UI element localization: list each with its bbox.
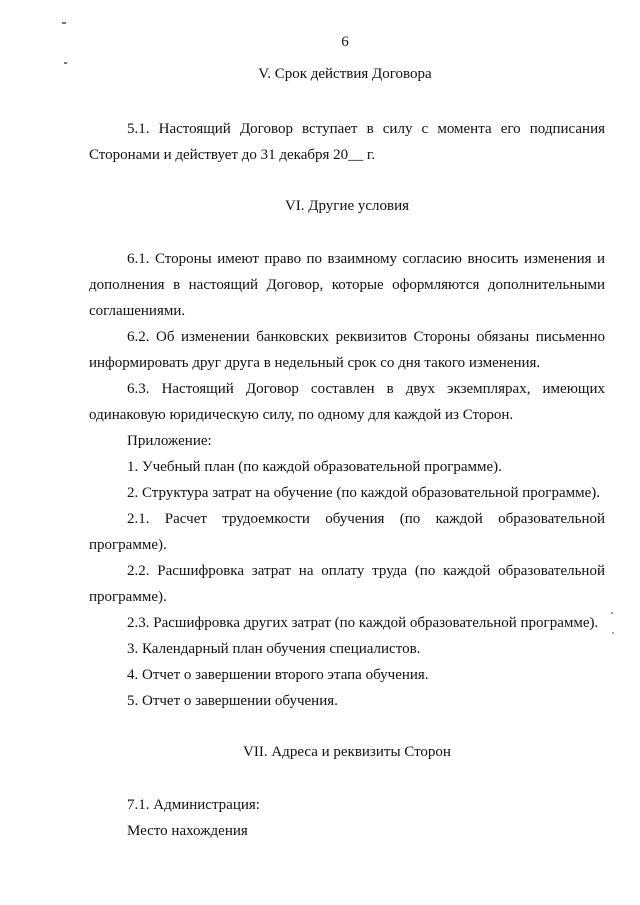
paragraph-6-3-line-2: одинаковую юридическую силу, по одному для каждой из Сторон. <box>89 407 514 423</box>
appendix-item-5: 5. Отчет о завершении обучения. <box>127 693 338 709</box>
paragraph-5-1-line-1: 5.1. Настоящий Договор вступает в силу с момента его подписания <box>127 121 605 137</box>
paragraph-6-3 <box>89 376 605 428</box>
section-6-title: VI. Другие условия <box>284 198 410 214</box>
appendix-label: Приложение: <box>127 433 212 449</box>
page-number: 6 <box>341 34 349 50</box>
appendix-item-2: 2. Структура затрат на обучение (по каждой образовательной программе). <box>127 485 600 501</box>
appendix-item-2-2-line-2: программе). <box>89 589 167 605</box>
appendix-item-2-2 <box>89 558 605 610</box>
appendix-item-4: 4. Отчет о завершении второго этапа обучения. <box>127 667 429 683</box>
paragraph-5-1-line-2: Сторонами и действует до 31 декабря 20__ г. <box>89 147 376 163</box>
appendix-item-2-1 <box>89 506 605 558</box>
scan-artifact <box>62 22 66 24</box>
paragraph-6-2 <box>89 324 605 376</box>
scan-artifact <box>612 632 614 634</box>
paragraph-6-1 <box>89 246 605 324</box>
section-7-title: VII. Адреса и реквизиты Сторон <box>243 744 451 760</box>
scan-artifact <box>611 612 613 614</box>
location-label: Место нахождения <box>127 823 248 839</box>
paragraph-6-1-line-1: 6.1. Стороны имеют право по взаимному согласию вносить изменения и <box>127 251 605 267</box>
scan-artifact <box>64 62 67 64</box>
paragraph-7-1: 7.1. Администрация: <box>127 797 260 813</box>
paragraph-6-1-line-3: соглашениями. <box>89 303 186 319</box>
appendix-item-2-1-line-1: 2.1. Расчет трудоемкости обучения (по каждой образовательной <box>127 511 605 527</box>
appendix-item-2-3: 2.3. Расшифровка других затрат (по каждой образовательной программе). <box>127 615 599 631</box>
section-5-title: V. Срок действия Договора <box>258 66 432 82</box>
appendix-item-3: 3. Календарный план обучения специалистов. <box>127 641 421 657</box>
appendix-item-2-1-line-2: программе). <box>89 537 167 553</box>
appendix-item-2-2-line-1: 2.2. Расшифровка затрат на оплату труда (по каждой образовательной <box>127 563 605 579</box>
appendix-item-1: 1. Учебный план (по каждой образовательной программе). <box>127 459 502 475</box>
paragraph-6-2-line-1: 6.2. Об изменении банковских реквизитов Стороны обязаны письменно <box>127 329 605 345</box>
paragraph-6-3-line-1: 6.3. Настоящий Договор составлен в двух экземплярах, имеющих <box>127 381 605 397</box>
paragraph-5-1 <box>89 116 605 168</box>
paragraph-6-2-line-2: информировать друг друга в недельный срок со дня такого изменения. <box>89 355 541 371</box>
paragraph-6-1-line-2: дополнения в настоящий Договор, которые оформляются дополнительными <box>89 277 605 293</box>
